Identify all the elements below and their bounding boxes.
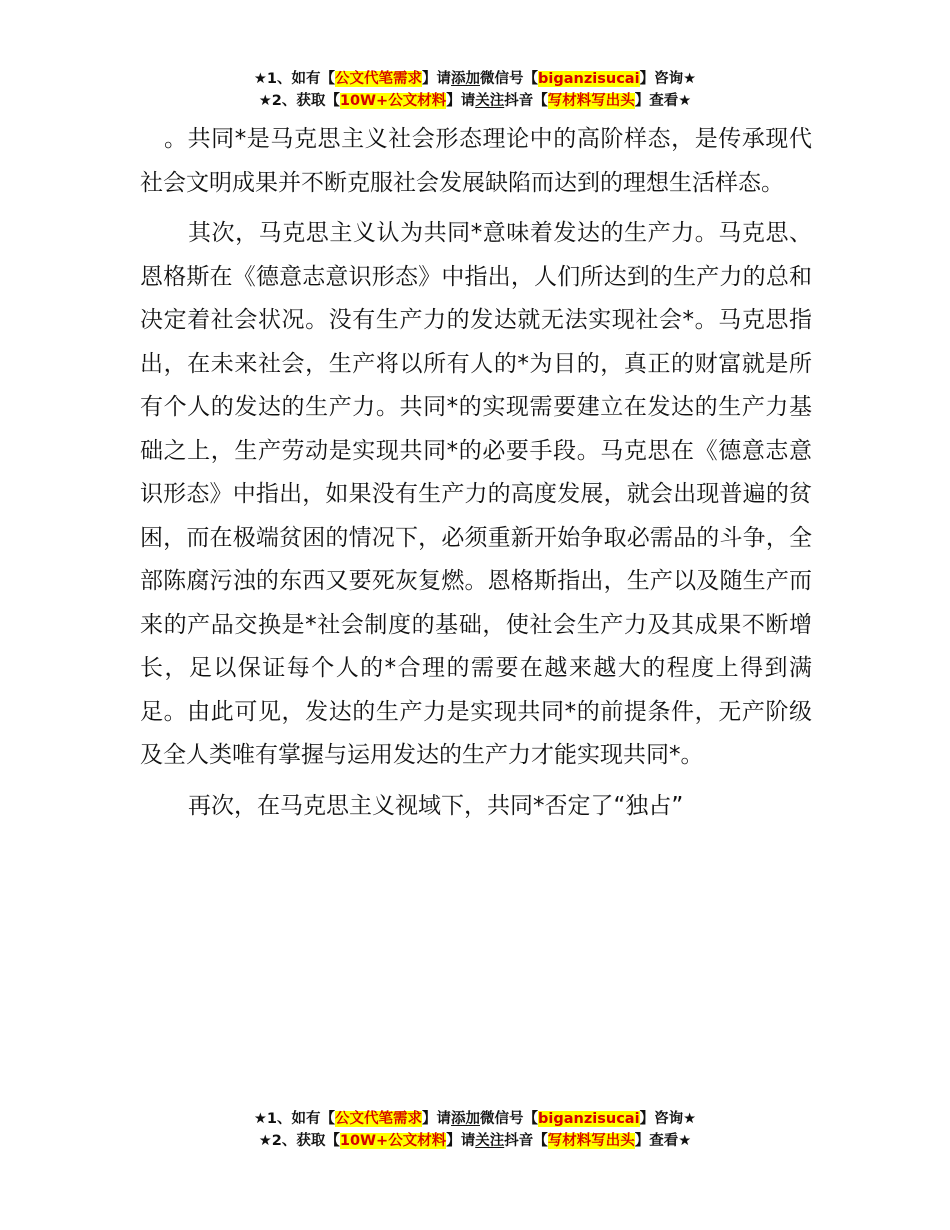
paragraph-productivity: 其次，马克思主义认为共同*意味着发达的生产力。马克思、恩格斯在《德意志意识形态》中指出，人们所达到的生产力的总和决定着社会状况。没有生产力的发达就无法实现社会*。马克思指出，在未来社会，生产将以所有人的*为目的，真正的财富就是所有个人的发达的生产力。共同*的实现需要建立在发达的生产力基础之上，生产劳动是实现共同*的必要手段。马克思在《德意志意识形态》中指出，如果没有生产力的高度发展，就会出现普遍的贫困，而在极端贫困的情况下，必须重新开始争取必需品的斗争，全部陈腐污浊的东西又要死灰复燃。恩格斯指出，生产以及随生产而来的产品交换是*社会制度的基础，使社会生产力及其成果不断增长，足以保证每个人的*合理的需要在越来越大的程度上得到满足。由此可见，发达的生产力是实现共同*的前提条件，无产阶级及全人类唯有掌握与运用发达的生产力才能实现共同*。 — [140, 220, 812, 768]
promo-highlight: 10W+公文材料 — [339, 93, 447, 109]
header-promo-banner — [0, 68, 950, 112]
promo-line-2: ★2、获取【10W+公文材料】请关注抖音【写材料写出头】查看★ — [258, 1133, 692, 1149]
promo-line-1: ★1、如有【公文代笔需求】请添加微信号【biganzisucai】咨询★ — [253, 1111, 697, 1127]
document-body — [140, 118, 812, 828]
wechat-id-highlight: biganzisucai — [538, 1111, 640, 1127]
paragraph-monopoly: 再次，在马克思主义视域下，共同*否定了“独占” — [188, 792, 684, 819]
promo-highlight: 公文代笔需求 — [335, 1111, 423, 1127]
footer-promo-banner — [0, 1108, 950, 1152]
wechat-id-highlight: biganzisucai — [538, 71, 640, 87]
promo-highlight: 公文代笔需求 — [335, 71, 423, 87]
paragraph-continuation: 。共同*是马克思主义社会形态理论中的高阶样态，是传承现代社会文明成果并不断克服社会发展缺陷而达到的理想生活样态。 — [140, 126, 812, 196]
douyin-account-highlight: 写材料写出头 — [547, 93, 635, 109]
douyin-account-highlight: 写材料写出头 — [547, 1133, 635, 1149]
promo-line-1: ★1、如有【公文代笔需求】请添加微信号【biganzisucai】咨询★ — [253, 71, 697, 87]
promo-highlight: 10W+公文材料 — [339, 1133, 447, 1149]
promo-line-2: ★2、获取【10W+公文材料】请关注抖音【写材料写出头】查看★ — [258, 93, 692, 109]
